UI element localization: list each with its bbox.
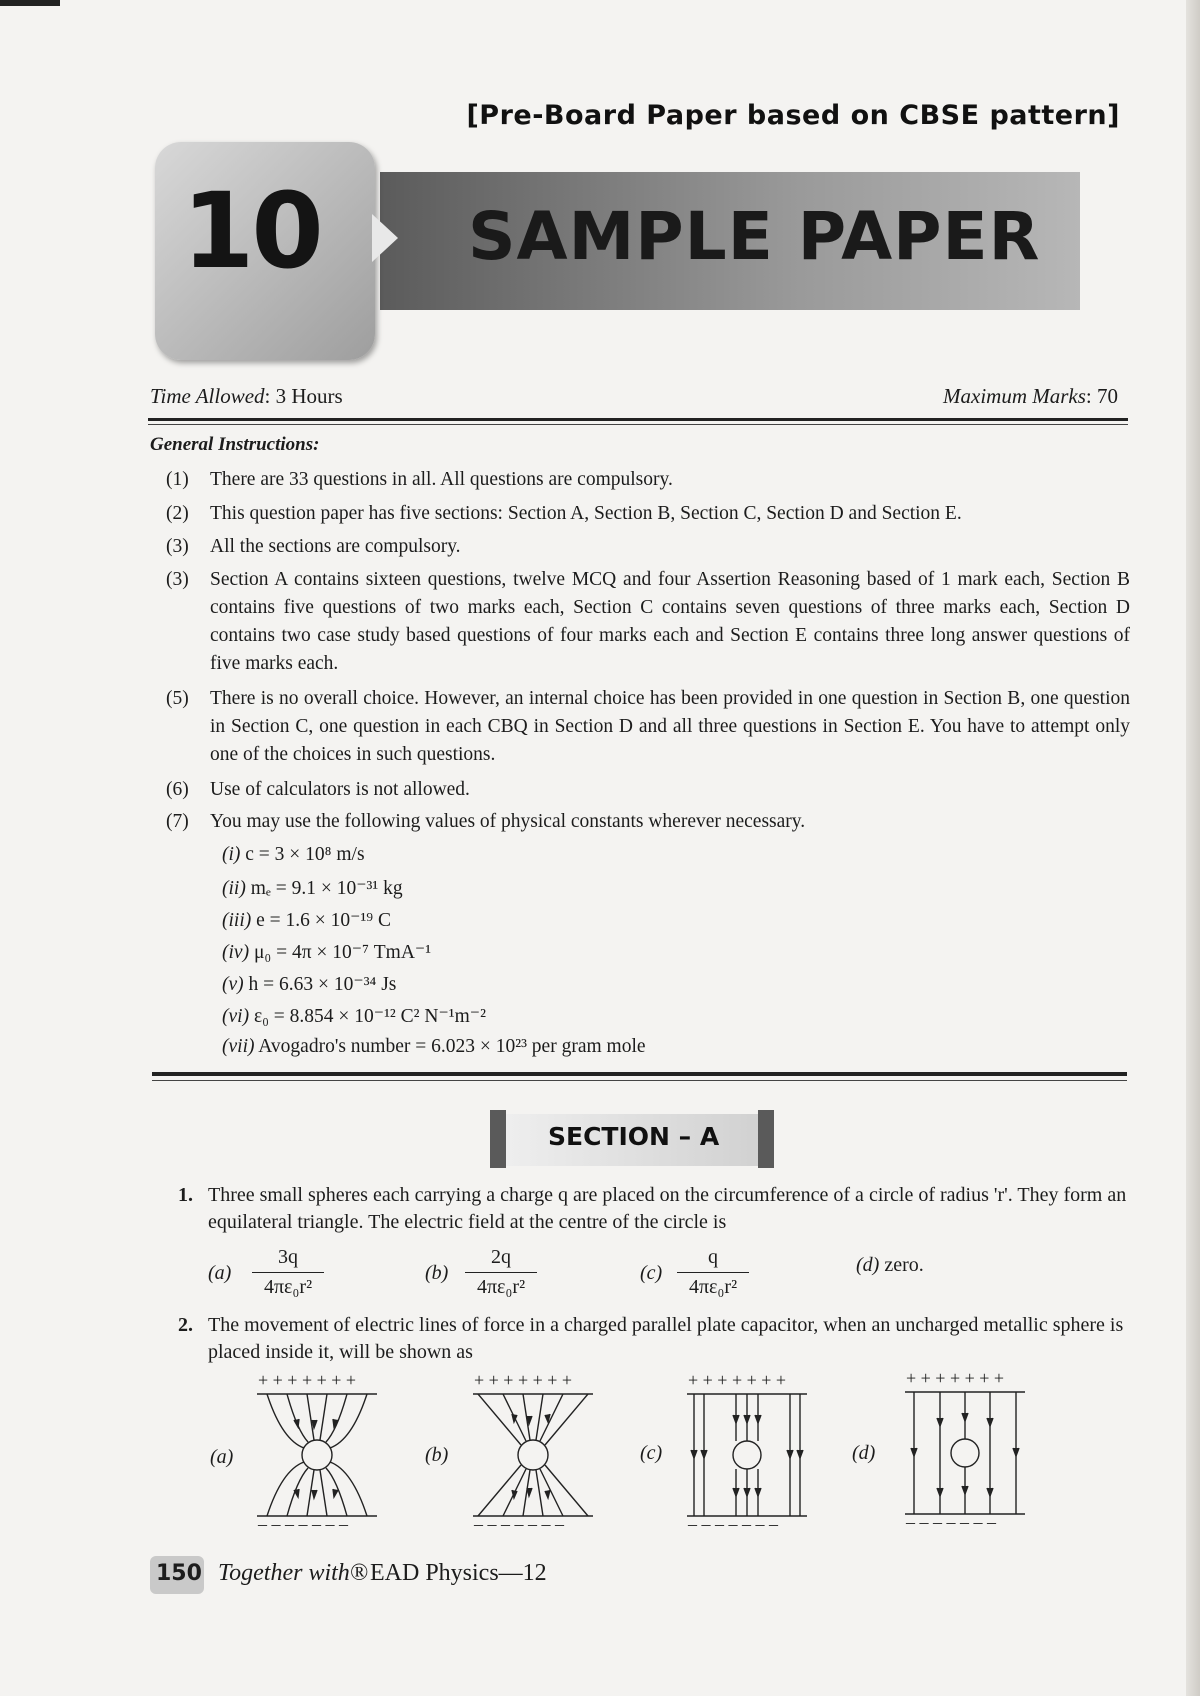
- constant-item: [222, 940, 431, 964]
- option-d: [856, 1254, 924, 1277]
- instruction-item: [150, 808, 1130, 836]
- divider: [152, 1080, 1127, 1081]
- section-title: SECTION – A: [548, 1122, 720, 1151]
- positive-plate-label: + + + + + + +: [474, 1370, 573, 1390]
- fraction-numerator: 3q: [278, 1246, 298, 1268]
- instruction-item: [150, 533, 1130, 561]
- constant-label: (i): [222, 844, 241, 865]
- option-label: (b): [425, 1444, 449, 1466]
- instruction-text: Use of calculators is not allowed.: [210, 779, 470, 800]
- positive-plate-label: + + + + + + +: [906, 1368, 1005, 1388]
- constant-text: Avogadro's number = 6.023 × 10²³ per gram mole: [258, 1036, 646, 1057]
- paper-number: 10: [182, 170, 321, 292]
- instruction-number: (3): [166, 536, 189, 557]
- constant-text: e = 1.6 × 10⁻¹⁹ C: [256, 910, 391, 931]
- field-diagram-d: [900, 1388, 1030, 1518]
- fraction-denominator: 4πε₀r²: [688, 1276, 738, 1298]
- question-1: [150, 1182, 1130, 1236]
- instruction-text: There are 33 questions in all. All questions are compulsory.: [210, 469, 673, 490]
- option-label: (c): [640, 1262, 663, 1284]
- divider: [152, 1072, 1127, 1076]
- constant-item: [222, 1036, 646, 1058]
- instruction-item: [150, 500, 1130, 528]
- constant-item: [222, 876, 403, 900]
- question-text: Three small spheres each carrying a charge q are placed on the circumference of a circle of radius 'r'. They form an equilateral triangle. The electric field at the centre of the circle is: [208, 1184, 1127, 1233]
- instructions-heading: General Instructions:: [150, 434, 320, 455]
- constant-label: (vi): [222, 1006, 250, 1027]
- instruction-item: [150, 466, 1130, 494]
- constant-label: (vii): [222, 1036, 255, 1057]
- scan-edge-mark: [0, 0, 60, 6]
- paper-title: SAMPLE PAPER: [468, 198, 1041, 275]
- divider: [148, 424, 1128, 425]
- field-diagram-b: [468, 1390, 598, 1520]
- option-label: (a): [208, 1262, 232, 1284]
- constant-item: [222, 908, 391, 932]
- positive-plate-label: + + + + + + +: [258, 1370, 357, 1390]
- positive-plate-label: + + + + + + +: [688, 1370, 787, 1390]
- instruction-text: This question paper has five sections: Section A, Section B, Section C, Section D and Section E.: [210, 503, 962, 524]
- instruction-text: Section A contains sixteen questions, twelve MCQ and four Assertion Reasoning based of 1 mark each, Section B contains five questions of two marks each, Section C contains seven questions of three marks each, Section D contains two case study based questions of four marks each and Section E contains three long answer questions of five marks each.: [210, 569, 1130, 674]
- instruction-text: All the sections are compulsory.: [210, 536, 461, 557]
- constant-label: (ii): [222, 878, 246, 899]
- option-label: (b): [425, 1262, 449, 1284]
- negative-plate-label: – – – – – – –: [906, 1512, 996, 1532]
- time-allowed: [150, 384, 343, 409]
- fraction-numerator: 2q: [491, 1246, 511, 1268]
- question-2: [150, 1312, 1130, 1366]
- section-banner-left-bar: [490, 1110, 506, 1168]
- option-label: (d): [852, 1442, 876, 1464]
- instruction-number: (3): [166, 569, 189, 590]
- instruction-text: There is no overall choice. However, an internal choice has been provided in one question in Section B, one question in Section C, one question in each CBQ in Section D and all three questions in Section E. You have to attempt only one of the choices in such questions.: [210, 688, 1130, 765]
- constant-item: [222, 844, 365, 866]
- option-label: (a): [210, 1446, 234, 1468]
- constant-text: mₑ = 9.1 × 10⁻³¹ kg: [250, 878, 403, 899]
- question-text: The movement of electric lines of force in a charged parallel plate capacitor, when an uncharged metallic sphere is placed inside it, will be shown as: [208, 1314, 1124, 1363]
- constant-text: h = 6.63 × 10⁻³⁴ Js: [248, 974, 397, 995]
- instruction-text: You may use the following values of physical constants wherever necessary.: [210, 811, 806, 832]
- instruction-item: [150, 685, 1130, 769]
- time-label: Time Allowed: [150, 384, 265, 408]
- paper-tag: [Pre-Board Paper based on CBSE pattern]: [466, 100, 1120, 131]
- marks-value: : 70: [1085, 384, 1118, 408]
- question-number: 1.: [178, 1184, 193, 1206]
- option-a-fraction: [252, 1246, 324, 1299]
- field-diagram-c: [682, 1390, 812, 1520]
- fraction-bar: [465, 1272, 537, 1273]
- instruction-number: (6): [166, 779, 189, 800]
- banner-arrow-icon: [372, 214, 398, 262]
- fraction-bar: [677, 1272, 749, 1273]
- section-banner-right-bar: [758, 1110, 774, 1168]
- fraction-bar: [252, 1272, 324, 1273]
- marks-label: Maximum Marks: [943, 384, 1086, 408]
- instruction-number: (5): [166, 688, 189, 709]
- negative-plate-label: – – – – – – –: [258, 1514, 348, 1534]
- footer-book-title: EAD Physics—12: [370, 1560, 547, 1586]
- option-label: (d): [856, 1254, 880, 1276]
- option-c-fraction: [677, 1246, 749, 1299]
- option-b-fraction: [465, 1246, 537, 1299]
- instruction-number: (2): [166, 503, 189, 524]
- constant-label: (v): [222, 974, 244, 995]
- maximum-marks: [943, 384, 1118, 409]
- divider: [148, 418, 1128, 421]
- fraction-denominator: 4πε₀r²: [263, 1276, 313, 1298]
- instruction-item: [150, 566, 1130, 678]
- fraction-numerator: q: [708, 1246, 718, 1268]
- page-number: 150: [156, 1561, 202, 1586]
- constant-label: (iii): [222, 910, 252, 931]
- option-text: zero.: [884, 1254, 924, 1276]
- fraction-denominator: 4πε₀r²: [476, 1276, 526, 1298]
- instruction-number: (1): [166, 469, 189, 490]
- field-diagram-a: [252, 1390, 382, 1520]
- instruction-item: [150, 776, 1130, 804]
- time-value: : 3 Hours: [264, 384, 343, 408]
- negative-plate-label: – – – – – – –: [688, 1514, 778, 1534]
- constant-text: μ₀ = 4π × 10⁻⁷ TmA⁻¹: [253, 942, 432, 963]
- constant-text: ε₀ = 8.854 × 10⁻¹² C² N⁻¹m⁻²: [253, 1006, 486, 1027]
- question-number: 2.: [178, 1314, 193, 1336]
- page-spine-edge: [1186, 0, 1200, 1696]
- constant-label: (iv): [222, 942, 250, 963]
- instruction-number: (7): [166, 811, 189, 832]
- constant-item: [222, 972, 396, 996]
- option-label: (c): [640, 1442, 663, 1464]
- footer-brand: Together with®: [218, 1560, 369, 1586]
- constant-text: c = 3 × 10⁸ m/s: [245, 844, 365, 865]
- constant-item: [222, 1004, 486, 1028]
- negative-plate-label: – – – – – – –: [474, 1514, 564, 1534]
